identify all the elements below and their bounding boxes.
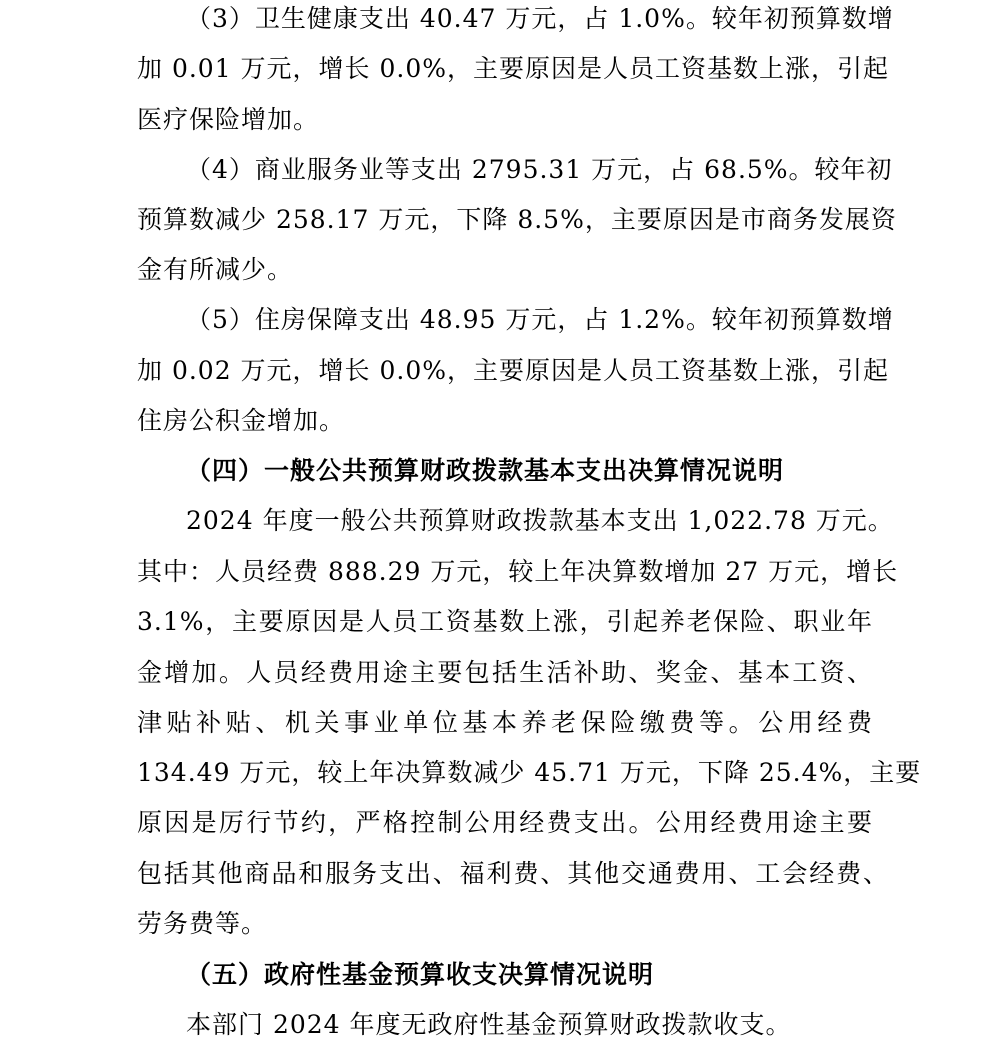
section-4-body-line-1: 2024 年度一般公共预算财政拨款基本支出 1,022.78 万元。 bbox=[186, 506, 894, 535]
commerce-paragraph-line-2: 预算数减少 258.17 万元，下降 8.5%，主要原因是市商务发展资 bbox=[137, 205, 897, 234]
section-4-body-line-6: 134.49 万元，较上年决算数减少 45.71 万元，下降 25.4%，主要 bbox=[137, 758, 922, 787]
section-4-body-line-8: 包括其他商品和服务支出、福利费、其他交通费用、工会经费、 bbox=[137, 859, 889, 888]
commerce-paragraph-line-1: （4）商业服务业等支出 2795.31 万元，占 68.5%。较年初 bbox=[186, 155, 893, 184]
health-paragraph-line-3: 医疗保险增加。 bbox=[137, 105, 320, 134]
health-paragraph-line-2: 加 0.01 万元，增长 0.0%，主要原因是人员工资基数上涨，引起 bbox=[137, 54, 890, 83]
section-4-body-line-3: 3.1%，主要原因是人员工资基数上涨，引起养老保险、职业年 bbox=[137, 607, 873, 636]
section-4-body-line-4: 金增加。人员经费用途主要包括生活补助、奖金、基本工资、 bbox=[137, 658, 873, 687]
commerce-paragraph-line-3: 金有所减少。 bbox=[137, 255, 294, 284]
section-4-body-line-9: 劳务费等。 bbox=[137, 909, 268, 938]
section-5-heading: （五）政府性基金预算收支决算情况说明 bbox=[186, 960, 655, 989]
section-4-body-line-5: 津贴补贴、机关事业单位基本养老保险缴费等。公用经费 bbox=[137, 708, 873, 737]
health-paragraph-line-1: （3）卫生健康支出 40.47 万元，占 1.0%。较年初预算数增 bbox=[186, 4, 894, 33]
section-4-body-line-2: 其中：人员经费 888.29 万元，较上年决算数增加 27 万元，增长 bbox=[137, 557, 899, 586]
section-4-body-line-7: 原因是厉行节约，严格控制公用经费支出。公用经费用途主要 bbox=[137, 808, 873, 837]
housing-paragraph-line-1: （5）住房保障支出 48.95 万元，占 1.2%。较年初预算数增 bbox=[186, 305, 894, 334]
section-5-body-line-1: 本部门 2024 年度无政府性基金预算财政拨款收支。 bbox=[186, 1010, 792, 1039]
housing-paragraph-line-3: 住房公积金增加。 bbox=[137, 406, 346, 435]
housing-paragraph-line-2: 加 0.02 万元，增长 0.0%，主要原因是人员工资基数上涨，引起 bbox=[137, 356, 890, 385]
section-4-heading: （四）一般公共预算财政拨款基本支出决算情况说明 bbox=[186, 456, 785, 485]
